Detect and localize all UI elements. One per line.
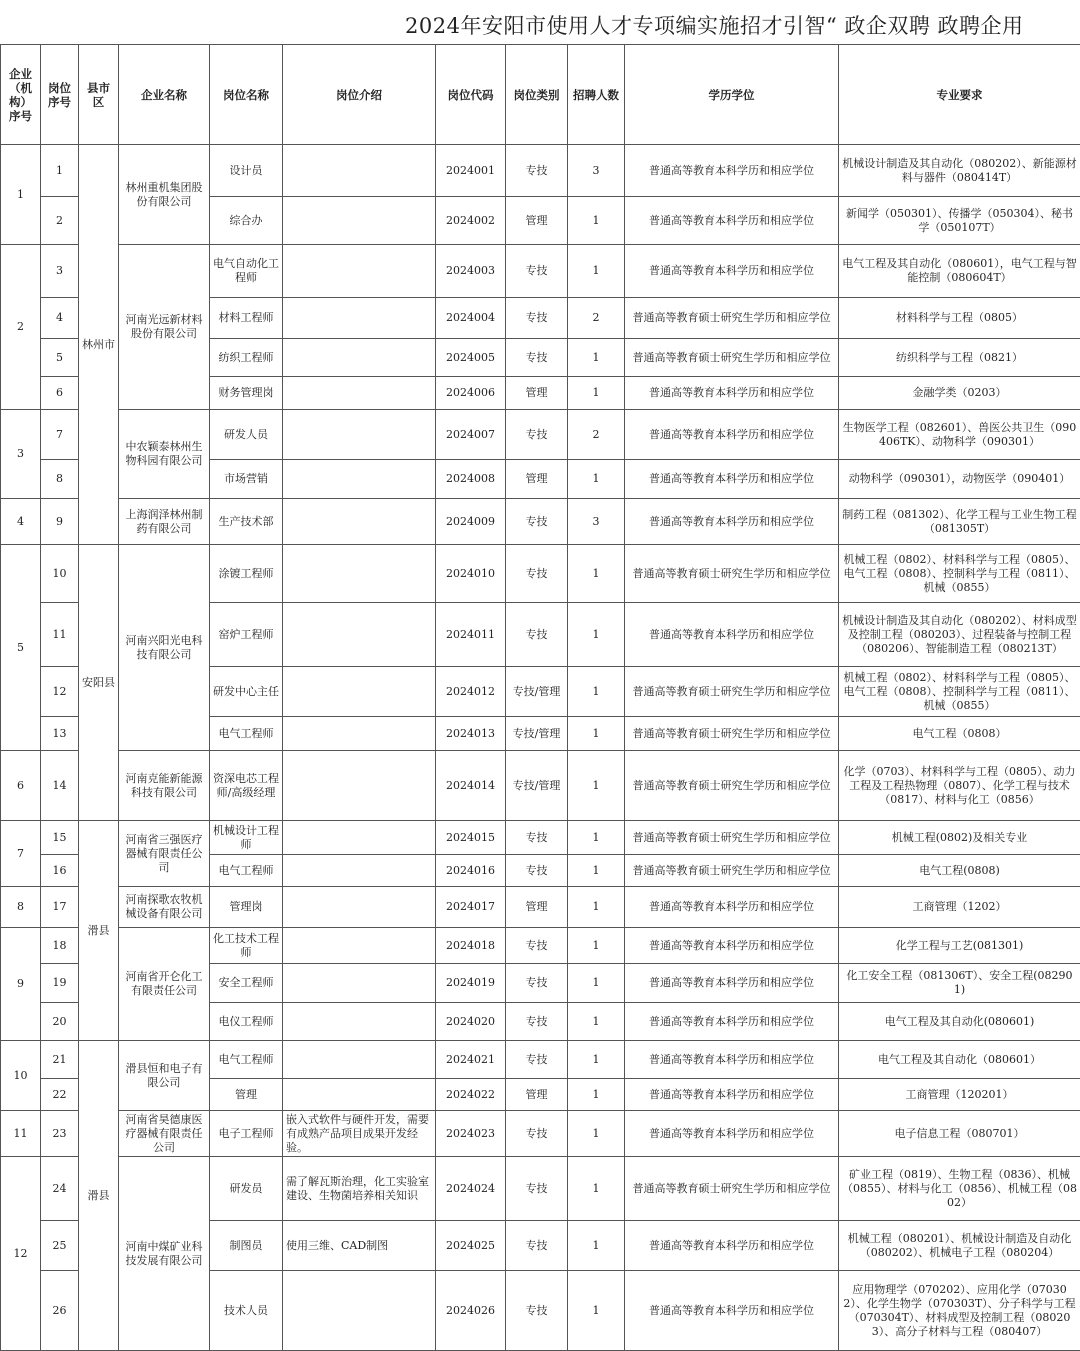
post-code: 2024006 (436, 377, 506, 410)
county: 滑县 (79, 821, 119, 1041)
post-type: 专技 (506, 1041, 568, 1079)
header-post-no: 岗位序号 (41, 45, 79, 145)
education: 普通高等教育硕士研究生学历和相应学位 (625, 751, 839, 821)
post-type: 专技 (506, 1157, 568, 1221)
table-row (1, 1157, 1080, 1221)
post-name: 资深电芯工程师/高级经理 (210, 751, 283, 821)
company-name: 河南克能新能源科技有限公司 (119, 751, 210, 821)
post-code: 2024007 (436, 410, 506, 460)
company-name: 河南中煤矿业科技发展有限公司 (119, 1157, 210, 1351)
header-company-name: 企业名称 (119, 45, 210, 145)
hire-count: 1 (568, 245, 625, 298)
post-name: 电气工程师 (210, 855, 283, 887)
post-intro (283, 499, 436, 545)
post-name: 材料工程师 (210, 298, 283, 339)
hire-count: 2 (568, 410, 625, 460)
education: 普通高等教育本科学历和相应学位 (625, 377, 839, 410)
table-row (1, 887, 1080, 928)
post-type: 管理 (506, 1079, 568, 1111)
major: 机械工程(0802)及相关专业 (839, 821, 1080, 855)
post-type: 专技 (506, 545, 568, 603)
education: 普通高等教育硕士研究生学历和相应学位 (625, 855, 839, 887)
education: 普通高等教育硕士研究生学历和相应学位 (625, 717, 839, 751)
post-no: 24 (41, 1157, 79, 1221)
post-name: 电子工程师 (210, 1111, 283, 1157)
company-no: 10 (1, 1041, 41, 1111)
post-type: 专技 (506, 298, 568, 339)
education: 普通高等教育本科学历和相应学位 (625, 410, 839, 460)
recruitment-table (0, 44, 1080, 1351)
post-name: 电气自动化工程师 (210, 245, 283, 298)
post-intro: 嵌入式软件与硬件开发，需要有成熟产品项目成果开发经验。 (283, 1111, 436, 1157)
post-no: 23 (41, 1111, 79, 1157)
post-type: 专技 (506, 145, 568, 197)
post-code: 2024013 (436, 717, 506, 751)
company-no: 3 (1, 410, 41, 499)
post-name: 安全工程师 (210, 964, 283, 1003)
post-code: 2024005 (436, 339, 506, 377)
post-no: 22 (41, 1079, 79, 1111)
header-company-no: 企业（机构）序号 (1, 45, 41, 145)
header-education: 学历学位 (625, 45, 839, 145)
header-post-type: 岗位类别 (506, 45, 568, 145)
hire-count: 1 (568, 1221, 625, 1271)
post-name: 管理 (210, 1079, 283, 1111)
major: 工商管理（1202） (839, 887, 1080, 928)
education: 普通高等教育本科学历和相应学位 (625, 1111, 839, 1157)
post-type: 专技/管理 (506, 717, 568, 751)
company-no: 9 (1, 928, 41, 1041)
header-post-intro: 岗位介绍 (283, 45, 436, 145)
education: 普通高等教育硕士研究生学历和相应学位 (625, 545, 839, 603)
post-intro (283, 717, 436, 751)
post-intro (283, 460, 436, 499)
table-row (1, 499, 1080, 545)
major: 电气工程及其自动化（080601） (839, 1041, 1080, 1079)
hire-count: 1 (568, 887, 625, 928)
post-code: 2024021 (436, 1041, 506, 1079)
company-no: 12 (1, 1157, 41, 1351)
post-code: 2024002 (436, 197, 506, 245)
hire-count: 1 (568, 1157, 625, 1221)
county: 滑县 (79, 1041, 119, 1351)
post-name: 市场营销 (210, 460, 283, 499)
table-row (1, 821, 1080, 855)
post-intro (283, 410, 436, 460)
post-intro (283, 751, 436, 821)
post-code: 2024022 (436, 1079, 506, 1111)
company-name: 林州重机集团股份有限公司 (119, 145, 210, 245)
post-intro (283, 603, 436, 667)
hire-count: 2 (568, 298, 625, 339)
hire-count: 1 (568, 855, 625, 887)
post-code: 2024011 (436, 603, 506, 667)
header-hire-count: 招聘人数 (568, 45, 625, 145)
major: 化学（0703）、材料科学与工程（0805）、动力工程及工程热物理（0807）、化学工程与技术（0817）、材料与化工（0856） (839, 751, 1080, 821)
post-no: 10 (41, 545, 79, 603)
hire-count: 3 (568, 499, 625, 545)
post-type: 专技 (506, 821, 568, 855)
post-name: 管理岗 (210, 887, 283, 928)
company-name: 河南省昊德康医疗器械有限责任公司 (119, 1111, 210, 1157)
post-code: 2024018 (436, 928, 506, 964)
post-name: 研发中心主任 (210, 667, 283, 717)
post-name: 设计员 (210, 145, 283, 197)
post-intro (283, 298, 436, 339)
post-no: 19 (41, 964, 79, 1003)
post-code: 2024025 (436, 1221, 506, 1271)
post-name: 机械设计工程师 (210, 821, 283, 855)
post-no: 2 (41, 197, 79, 245)
education: 普通高等教育本科学历和相应学位 (625, 1003, 839, 1041)
education: 普通高等教育本科学历和相应学位 (625, 928, 839, 964)
post-intro (283, 821, 436, 855)
company-name: 河南兴阳光电科技有限公司 (119, 545, 210, 751)
post-intro (283, 1041, 436, 1079)
post-type: 专技 (506, 499, 568, 545)
hire-count: 1 (568, 1079, 625, 1111)
major: 生物医学工程（082601）、兽医公共卫生（090406TK）、动物科学（090301） (839, 410, 1080, 460)
education: 普通高等教育硕士研究生学历和相应学位 (625, 821, 839, 855)
post-no: 11 (41, 603, 79, 667)
major: 纺织科学与工程（0821） (839, 339, 1080, 377)
hire-count: 1 (568, 717, 625, 751)
hire-count: 1 (568, 1003, 625, 1041)
post-code: 2024009 (436, 499, 506, 545)
education: 普通高等教育本科学历和相应学位 (625, 145, 839, 197)
post-code: 2024010 (436, 545, 506, 603)
post-name: 技术人员 (210, 1271, 283, 1351)
post-code: 2024023 (436, 1111, 506, 1157)
post-code: 2024001 (436, 145, 506, 197)
post-name: 电仪工程师 (210, 1003, 283, 1041)
post-type: 专技 (506, 928, 568, 964)
post-code: 2024008 (436, 460, 506, 499)
major: 材料科学与工程（0805） (839, 298, 1080, 339)
post-code: 2024015 (436, 821, 506, 855)
company-no: 8 (1, 887, 41, 928)
post-name: 研发人员 (210, 410, 283, 460)
post-code: 2024017 (436, 887, 506, 928)
major: 机械设计制造及其自动化（080202）、新能源材料与器件（080414T） (839, 145, 1080, 197)
education: 普通高等教育本科学历和相应学位 (625, 460, 839, 499)
hire-count: 3 (568, 145, 625, 197)
post-intro (283, 145, 436, 197)
education: 普通高等教育本科学历和相应学位 (625, 1221, 839, 1271)
post-no: 12 (41, 667, 79, 717)
table-row (1, 410, 1080, 460)
table-row (1, 1111, 1080, 1157)
post-intro (283, 1079, 436, 1111)
post-intro (283, 1271, 436, 1351)
company-name: 河南省开仑化工有限责任公司 (119, 928, 210, 1041)
education: 普通高等教育本科学历和相应学位 (625, 964, 839, 1003)
post-intro (283, 855, 436, 887)
post-no: 17 (41, 887, 79, 928)
page-title: 2024年安阳市使用人才专项编实施招才引智“ 政企双聘 政聘企用 (405, 10, 1024, 40)
education: 普通高等教育本科学历和相应学位 (625, 887, 839, 928)
post-name: 电气工程师 (210, 717, 283, 751)
post-no: 14 (41, 751, 79, 821)
county: 林州市 (79, 145, 119, 545)
post-no: 1 (41, 145, 79, 197)
post-name: 窑炉工程师 (210, 603, 283, 667)
company-no: 1 (1, 145, 41, 245)
major: 金融学类（0203） (839, 377, 1080, 410)
hire-count: 1 (568, 751, 625, 821)
post-code: 2024026 (436, 1271, 506, 1351)
major: 应用物理学（070202）、应用化学（070302）、化学生物学（070303T）、分子科学与工程（070304T）、材料成型及控制工程（080203）、高分子材料与工程（080407） (839, 1271, 1080, 1351)
page-title-bar (0, 0, 1080, 45)
company-name: 滑县恒和电子有限公司 (119, 1041, 210, 1111)
post-no: 7 (41, 410, 79, 460)
post-type: 专技 (506, 1271, 568, 1351)
post-name: 制图员 (210, 1221, 283, 1271)
post-intro (283, 339, 436, 377)
major: 电气工程(0808) (839, 855, 1080, 887)
header-county: 县市区 (79, 45, 119, 145)
hire-count: 1 (568, 1041, 625, 1079)
post-type: 专技 (506, 1003, 568, 1041)
post-intro (283, 667, 436, 717)
company-no: 6 (1, 751, 41, 821)
major: 机械设计制造及其自动化（080202）、材料成型及控制工程（080203）、过程装备与控制工程（080206）、智能制造工程（080213T） (839, 603, 1080, 667)
post-no: 6 (41, 377, 79, 410)
table-row (1, 145, 1080, 197)
post-no: 25 (41, 1221, 79, 1271)
post-code: 2024004 (436, 298, 506, 339)
education: 普通高等教育本科学历和相应学位 (625, 1271, 839, 1351)
post-intro (283, 197, 436, 245)
post-code: 2024014 (436, 751, 506, 821)
post-no: 13 (41, 717, 79, 751)
hire-count: 1 (568, 964, 625, 1003)
education: 普通高等教育硕士研究生学历和相应学位 (625, 667, 839, 717)
table-row (1, 751, 1080, 821)
post-no: 26 (41, 1271, 79, 1351)
post-intro (283, 245, 436, 298)
hire-count: 1 (568, 545, 625, 603)
company-name: 河南省三强医疗器械有限责任公司 (119, 821, 210, 887)
education: 普通高等教育硕士研究生学历和相应学位 (625, 339, 839, 377)
post-type: 专技 (506, 410, 568, 460)
post-code: 2024003 (436, 245, 506, 298)
post-no: 16 (41, 855, 79, 887)
hire-count: 1 (568, 821, 625, 855)
table-row (1, 545, 1080, 603)
post-type: 管理 (506, 197, 568, 245)
post-intro (283, 887, 436, 928)
hire-count: 1 (568, 339, 625, 377)
major: 新闻学（050301）、传播学（050304）、秘书学（050107T） (839, 197, 1080, 245)
post-no: 9 (41, 499, 79, 545)
post-code: 2024020 (436, 1003, 506, 1041)
company-name: 中农颖泰林州生物科园有限公司 (119, 410, 210, 499)
table-row (1, 245, 1080, 298)
major: 机械工程（0802）、材料科学与工程（0805）、电气工程（0808）、控制科学与工程（0811）、机械（0855） (839, 545, 1080, 603)
hire-count: 1 (568, 1111, 625, 1157)
post-intro: 使用三维、CAD制图 (283, 1221, 436, 1271)
post-type: 专技 (506, 1221, 568, 1271)
post-type: 管理 (506, 377, 568, 410)
post-type: 专技 (506, 603, 568, 667)
hire-count: 1 (568, 603, 625, 667)
major: 工商管理（120201） (839, 1079, 1080, 1111)
county: 安阳县 (79, 545, 119, 821)
company-name: 河南光远新材料股份有限公司 (119, 245, 210, 410)
post-type: 专技 (506, 339, 568, 377)
major: 电气工程及其自动化（080601），电气工程与智能控制（080604T） (839, 245, 1080, 298)
post-name: 财务管理岗 (210, 377, 283, 410)
post-name: 化工技术工程师 (210, 928, 283, 964)
post-no: 15 (41, 821, 79, 855)
header-post-name: 岗位名称 (210, 45, 283, 145)
company-no: 2 (1, 245, 41, 410)
post-name: 电气工程师 (210, 1041, 283, 1079)
education: 普通高等教育本科学历和相应学位 (625, 245, 839, 298)
table-row (1, 1041, 1080, 1079)
major: 电子信息工程（080701） (839, 1111, 1080, 1157)
major: 机械工程（0802）、材料科学与工程（0805）、电气工程（0808）、控制科学与工程（0811）、机械（0855） (839, 667, 1080, 717)
major: 动物科学（090301），动物医学（090401） (839, 460, 1080, 499)
hire-count: 1 (568, 928, 625, 964)
company-no: 5 (1, 545, 41, 751)
header-post-code: 岗位代码 (436, 45, 506, 145)
major: 化学工程与工艺(081301) (839, 928, 1080, 964)
education: 普通高等教育本科学历和相应学位 (625, 499, 839, 545)
company-no: 4 (1, 499, 41, 545)
table-header-row (1, 45, 1080, 145)
post-no: 20 (41, 1003, 79, 1041)
hire-count: 1 (568, 1271, 625, 1351)
header-major: 专业要求 (839, 45, 1080, 145)
post-no: 5 (41, 339, 79, 377)
post-no: 3 (41, 245, 79, 298)
education: 普通高等教育本科学历和相应学位 (625, 1041, 839, 1079)
education: 普通高等教育硕士研究生学历和相应学位 (625, 1157, 839, 1221)
post-intro (283, 1003, 436, 1041)
company-no: 7 (1, 821, 41, 887)
post-intro (283, 377, 436, 410)
post-type: 专技 (506, 964, 568, 1003)
education: 普通高等教育本科学历和相应学位 (625, 197, 839, 245)
post-type: 管理 (506, 460, 568, 499)
post-intro (283, 545, 436, 603)
hire-count: 1 (568, 377, 625, 410)
hire-count: 1 (568, 460, 625, 499)
post-code: 2024012 (436, 667, 506, 717)
company-name: 上海润泽林州制药有限公司 (119, 499, 210, 545)
post-type: 专技/管理 (506, 751, 568, 821)
hire-count: 1 (568, 197, 625, 245)
post-name: 纺织工程师 (210, 339, 283, 377)
major: 电气工程（0808） (839, 717, 1080, 751)
table-row (1, 928, 1080, 964)
major: 化工安全工程（081306T）、安全工程(082901) (839, 964, 1080, 1003)
post-type: 专技/管理 (506, 667, 568, 717)
education: 普通高等教育本科学历和相应学位 (625, 1079, 839, 1111)
company-no: 11 (1, 1111, 41, 1157)
post-no: 4 (41, 298, 79, 339)
post-name: 综合办 (210, 197, 283, 245)
post-code: 2024016 (436, 855, 506, 887)
post-name: 研发员 (210, 1157, 283, 1221)
post-intro (283, 928, 436, 964)
post-type: 管理 (506, 887, 568, 928)
post-name: 涂镀工程师 (210, 545, 283, 603)
post-no: 8 (41, 460, 79, 499)
post-no: 21 (41, 1041, 79, 1079)
post-type: 专技 (506, 245, 568, 298)
major: 矿业工程（0819）、生物工程（0836）、机械（0855）、材料与化工（0856）、机械工程（0802） (839, 1157, 1080, 1221)
post-intro (283, 964, 436, 1003)
post-name: 生产技术部 (210, 499, 283, 545)
post-code: 2024019 (436, 964, 506, 1003)
major: 制药工程（081302）、化学工程与工业生物工程（081305T） (839, 499, 1080, 545)
post-type: 专技 (506, 855, 568, 887)
major: 机械工程（080201）、机械设计制造及自动化（080202）、机械电子工程（080204） (839, 1221, 1080, 1271)
post-code: 2024024 (436, 1157, 506, 1221)
company-name: 河南探歌农牧机械设备有限公司 (119, 887, 210, 928)
post-type: 专技 (506, 1111, 568, 1157)
major: 电气工程及其自动化(080601) (839, 1003, 1080, 1041)
post-intro: 需了解瓦斯治理，化工实验室建设、生物菌培养相关知识 (283, 1157, 436, 1221)
education: 普通高等教育硕士研究生学历和相应学位 (625, 298, 839, 339)
hire-count: 1 (568, 667, 625, 717)
post-no: 18 (41, 928, 79, 964)
education: 普通高等教育本科学历和相应学位 (625, 603, 839, 667)
